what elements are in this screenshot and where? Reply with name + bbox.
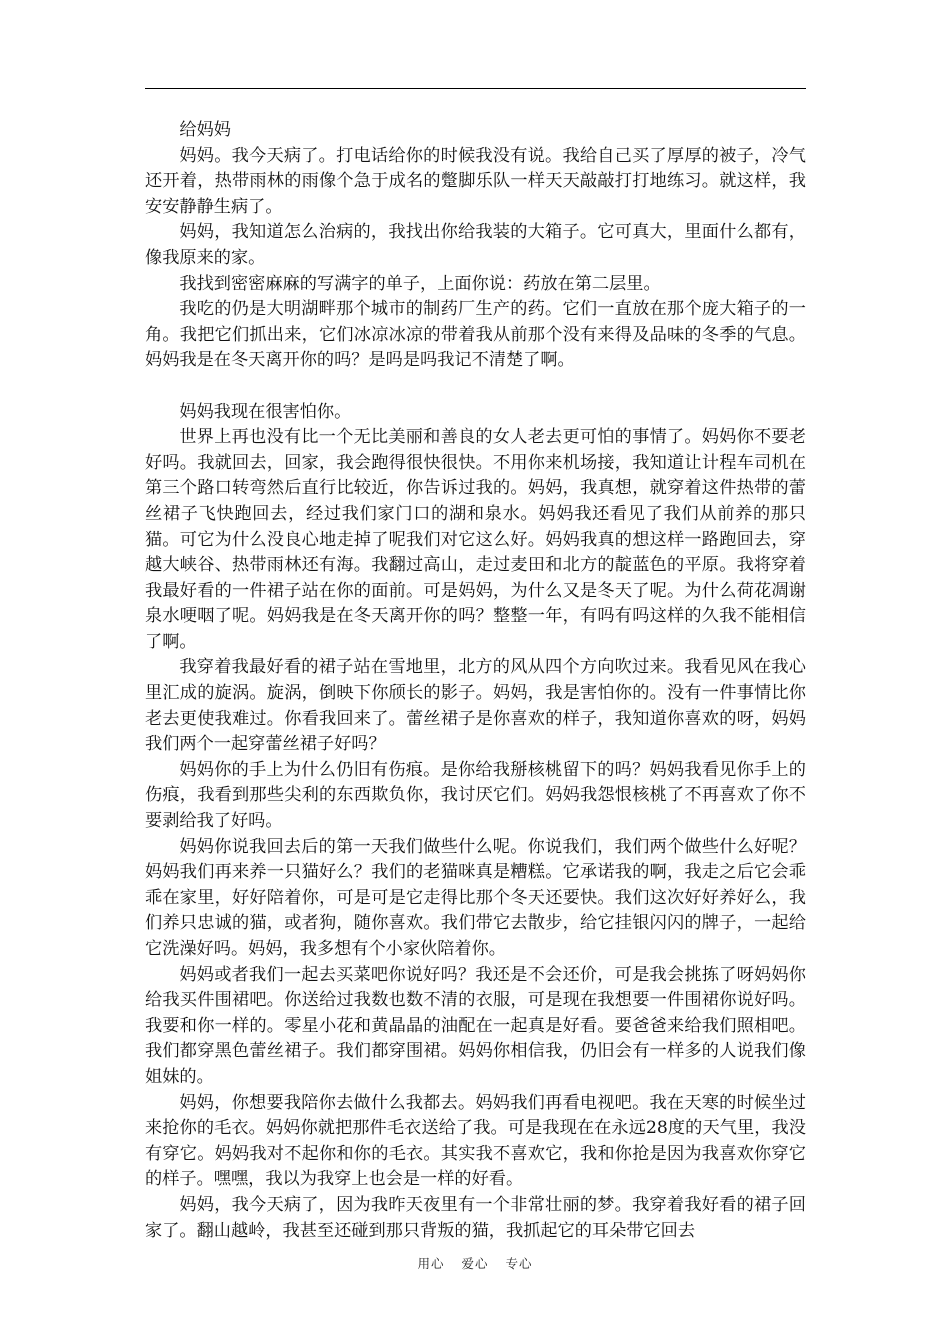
document-body — [145, 118, 806, 1244]
footer-item: 爱心 — [461, 1256, 489, 1271]
paragraph: 我找到密密麻麻的写满字的单子，上面你说：药放在第二层里。 — [179, 273, 661, 294]
header-rule — [145, 88, 806, 89]
footer-item: 专心 — [505, 1256, 533, 1271]
paragraph: 妈妈。我今天病了。打电话给你的时候我没有说。我给自己买了厚厚的被子，冷气还开着，热带雨林的雨像个急于成名的蹩脚乐队一样天天敲敲打打地练习。就这样，我安安静静生病了。 — [145, 145, 806, 217]
paragraph: 我穿着我最好看的裙子站在雪地里，北方的风从四个方向吹过来。我看见风在我心里汇成的旋涡。旋涡，倒映下你颀长的影子。妈妈，我是害怕你的。没有一件事情比你老去更使我难过。你看我回来了。蕾丝裙子是你喜欢的样子，我知道你喜欢的呀，妈妈我们两个一起穿蕾丝裙子好吗？ — [145, 657, 806, 755]
blank-line — [145, 374, 806, 400]
paragraph: 妈妈我现在很害怕你。 — [179, 401, 352, 422]
footer-item: 用心 — [417, 1256, 445, 1271]
paragraph: 妈妈，我今天病了，因为我昨天夜里有一个非常壮丽的梦。我穿着我好看的裙子回家了。翻山越岭，我甚至还碰到那只背叛的猫，我抓起它的耳朵带它回去 — [145, 1194, 806, 1241]
paragraph: 我吃的仍是大明湖畔那个城市的制药厂生产的药。它们一直放在那个庞大箱子的一角。我把它们抓出来，它们冰凉冰凉的带着我从前那个没有来得及品味的冬季的气息。妈妈我是在冬天离开你的吗？是吗是吗我记不清楚了啊。 — [145, 299, 806, 371]
paragraph: 妈妈你的手上为什么仍旧有伤痕。是你给我掰核桃留下的吗？妈妈我看见你手上的伤痕，我看到那些尖利的东西欺负你，我讨厌它们。妈妈我怨恨核桃了不再喜欢了你不要剥给我了好吗。 — [145, 759, 806, 832]
page-footer — [0, 1254, 950, 1272]
document-title: 给妈妈 — [179, 120, 231, 140]
paragraph: 妈妈或者我们一起去买菜吧你说好吗？我还是不会还价，可是我会挑拣了呀妈妈你给我买件围裙吧。你送给过我数也数不清的衣服，可是现在我想要一件围裙你说好吗。我要和你一样的。零星小花和黄晶晶的油配在一起真是好看。要爸爸来给我们照相吧。我们都穿黑色蕾丝裙子。我们都穿围裙。妈妈你相信我，仍旧会有一样多的人说我们像姐妹的。 — [145, 964, 806, 1087]
paragraph: 妈妈，我知道怎么治病的，我找出你给我装的大箱子。它可真大，里面什么都有，像我原来的家。 — [145, 222, 806, 268]
paragraph: 妈妈你说我回去后的第一天我们做些什么呢。你说我们，我们两个做些什么好呢？妈妈我们再来养一只猫好么？我们的老猫咪真是糟糕。它承诺我的啊，我走之后它会乖乖在家里，好好陪着你，可是可是它走得比那个冬天还要快。我们这次好好养好么，我们养只忠诚的猫，或者狗，随你喜欢。我们带它去散步，给它挂银闪闪的牌子，一起给它洗澡好吗。妈妈，我多想有个小家伙陪着你。 — [145, 836, 806, 959]
paragraph: 世界上再也没有比一个无比美丽和善良的女人老去更可怕的事情了。妈妈你不要老好吗。我就回去，回家，我会跑得很快很快。不用你来机场接，我知道让计程车司机在第三个路口转弯然后直行比较近，你告诉过我的。妈妈，我真想，就穿着这件热带的蕾丝裙子飞快跑回去，经过我们家门口的湖和泉水。妈妈我还看见了我们从前养的那只猫。可它为什么没良心地走掉了呢我们对它这么好。妈妈我真的想这样一路跑回去，穿越大峡谷、热带雨林还有海。我翻过高山，走过麦田和北方的靛蓝色的平原。我将穿着我最好看的一件裙子站在你的面前。可是妈妈，为什么又是冬天了呢。为什么荷花凋谢泉水哽咽了呢。妈妈我是在冬天离开你的吗？整整一年，有吗有吗这样的久我不能相信了啊。 — [145, 427, 806, 652]
paragraph: 妈妈，你想要我陪你去做什么我都去。妈妈我们再看电视吧。我在天寒的时候坐过来抢你的毛衣。妈妈你就把那件毛衣送给了我。可是我现在在永远28度的天气里，我没有穿它。妈妈我对不起你和你的毛衣。其实我不喜欢它，我和你抢是因为我喜欢你穿它的样子。嘿嘿，我以为我穿上也会是一样的好看。 — [145, 1092, 806, 1190]
